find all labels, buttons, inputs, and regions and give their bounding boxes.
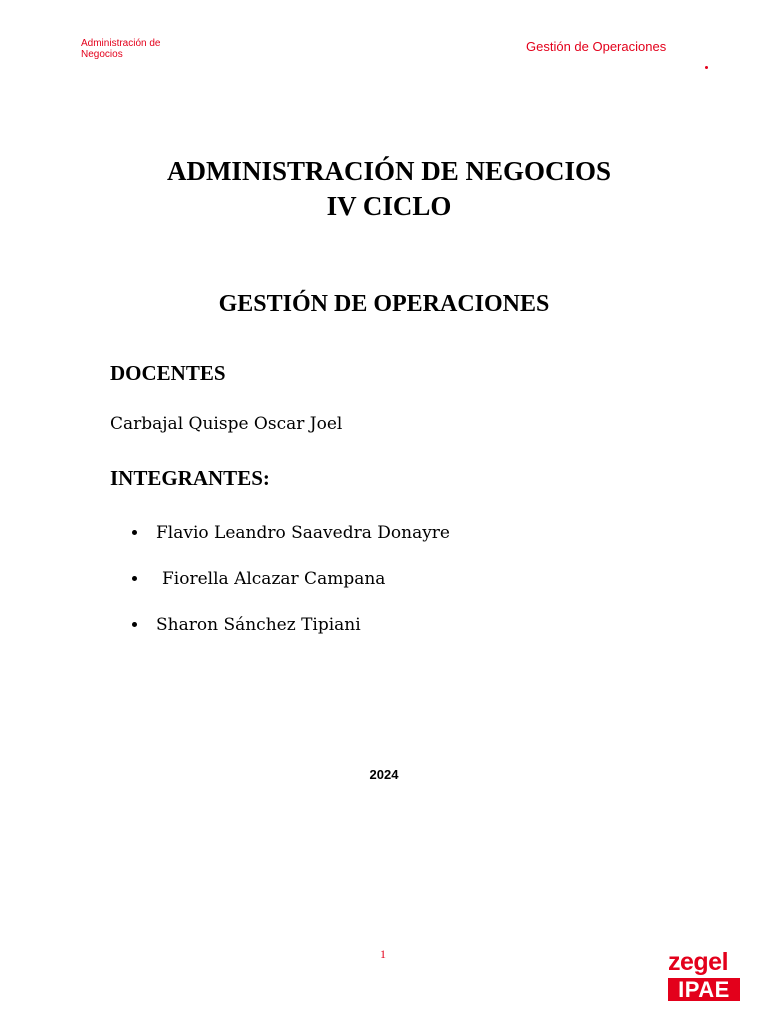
course-name: GESTIÓN DE OPERACIONES: [218, 291, 550, 317]
logo-bottom-text: IPAE: [668, 978, 740, 1001]
header-left-text: Administración de Negocios: [81, 38, 161, 60]
member-name: Fiorella Alcazar Campana: [162, 569, 386, 589]
year: 2024: [369, 767, 399, 782]
title-line-1: ADMINISTRACIÓN DE NEGOCIOS: [166, 156, 612, 186]
integrantes-heading: INTEGRANTES:: [110, 466, 270, 490]
bullet-icon: [132, 576, 137, 581]
member-name: Sharon Sánchez Tipiani: [156, 615, 361, 635]
header-dot: [705, 66, 708, 69]
docentes-heading: DOCENTES: [110, 361, 226, 385]
bullet-icon: [132, 530, 137, 535]
header-right-text: Gestión de Operaciones: [526, 39, 667, 54]
title-line-2: IV CICLO: [326, 191, 452, 221]
teacher-name: Carbajal Quispe Oscar Joel: [110, 414, 343, 434]
bullet-icon: [132, 622, 137, 627]
logo-top-text: zegel: [668, 948, 729, 976]
document-title: [0, 154, 768, 224]
member-name: Flavio Leandro Saavedra Donayre: [156, 523, 450, 543]
page-number: 1: [380, 947, 386, 961]
zegel-ipae-logo: [668, 950, 744, 1001]
